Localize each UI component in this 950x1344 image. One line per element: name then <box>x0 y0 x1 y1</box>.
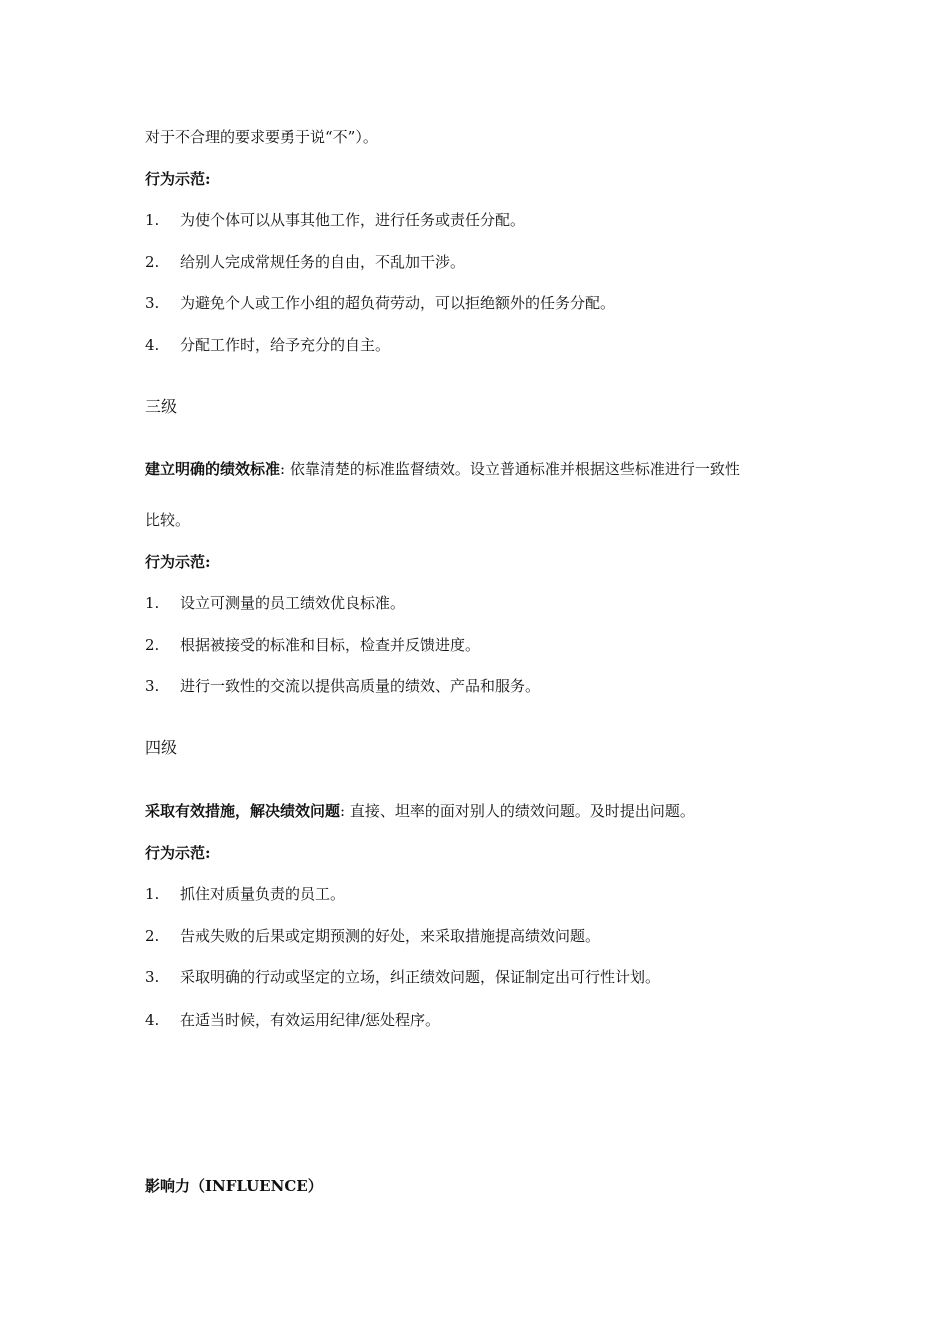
list-item <box>145 884 345 904</box>
level-3-description: : 依靠清楚的标准监督绩效。设立普通标准并根据这些标准进行一致性 <box>280 460 740 478</box>
examples-label: 行为示范: <box>145 170 211 188</box>
list-item-number: 3. <box>145 294 160 312</box>
list-item-text: 分配工作时，给予充分的自主。 <box>180 336 391 354</box>
list-item-text: 给别人完成常规任务的自由，不乱加干涉。 <box>180 253 466 271</box>
list-item-text: 为避免个人或工作小组的超负荷劳动，可以拒绝额外的任务分配。 <box>180 294 616 312</box>
list-item-text: 告戒失败的后果或定期预测的好处，来采取措施提高绩效问题。 <box>180 927 601 945</box>
list-item-number: 2. <box>145 927 160 945</box>
list-item-number: 4. <box>145 1011 160 1029</box>
level-3-description-continued: 比较。 <box>145 511 191 529</box>
list-item-number: 3. <box>145 968 160 986</box>
list-item <box>145 252 465 272</box>
list-item <box>145 210 525 230</box>
list-item <box>145 635 480 655</box>
list-item-number: 3. <box>145 677 160 695</box>
level-3-definition <box>145 459 740 479</box>
list-item <box>145 926 600 946</box>
examples-label: 行为示范: <box>145 553 211 571</box>
list-item-number: 1. <box>145 211 160 229</box>
level-3-heading: 三级 <box>145 397 178 416</box>
intro-tail-text: 对于不合理的要求要勇于说“不”）。 <box>145 128 378 146</box>
list-item <box>145 1010 440 1030</box>
section-title: 影响力（INFLUENCE） <box>145 1177 323 1195</box>
list-item-number: 1. <box>145 594 160 612</box>
level-4-heading: 四级 <box>145 738 178 757</box>
list-item <box>145 335 390 355</box>
list-item-text: 采取明确的行动或坚定的立场，纠正绩效问题，保证制定出可行性计划。 <box>180 968 661 986</box>
examples-label: 行为示范: <box>145 844 211 862</box>
level-3-title: 建立明确的绩效标准 <box>145 460 281 478</box>
list-item <box>145 967 660 987</box>
list-item-text: 为使个体可以从事其他工作，进行任务或责任分配。 <box>180 211 526 229</box>
level-4-definition <box>145 801 695 821</box>
list-item-text: 根据被接受的标准和目标，检查并反馈进度。 <box>180 636 481 654</box>
list-item <box>145 676 540 696</box>
list-item <box>145 293 615 313</box>
list-item <box>145 593 405 613</box>
list-item-text: 进行一致性的交流以提供高质量的绩效、产品和服务。 <box>180 677 541 695</box>
list-item-number: 2. <box>145 636 160 654</box>
level-4-description: : 直接、坦率的面对别人的绩效问题。及时提出问题。 <box>340 802 695 820</box>
list-item-number: 4. <box>145 336 160 354</box>
list-item-number: 2. <box>145 253 160 271</box>
list-item-text: 在适当时候，有效运用纪律/惩处程序。 <box>180 1011 441 1029</box>
list-item-number: 1. <box>145 885 160 903</box>
level-4-title: 采取有效措施，解决绩效问题 <box>145 802 341 820</box>
list-item-text: 设立可测量的员工绩效优良标准。 <box>180 594 406 612</box>
list-item-text: 抓住对质量负责的员工。 <box>180 885 346 903</box>
